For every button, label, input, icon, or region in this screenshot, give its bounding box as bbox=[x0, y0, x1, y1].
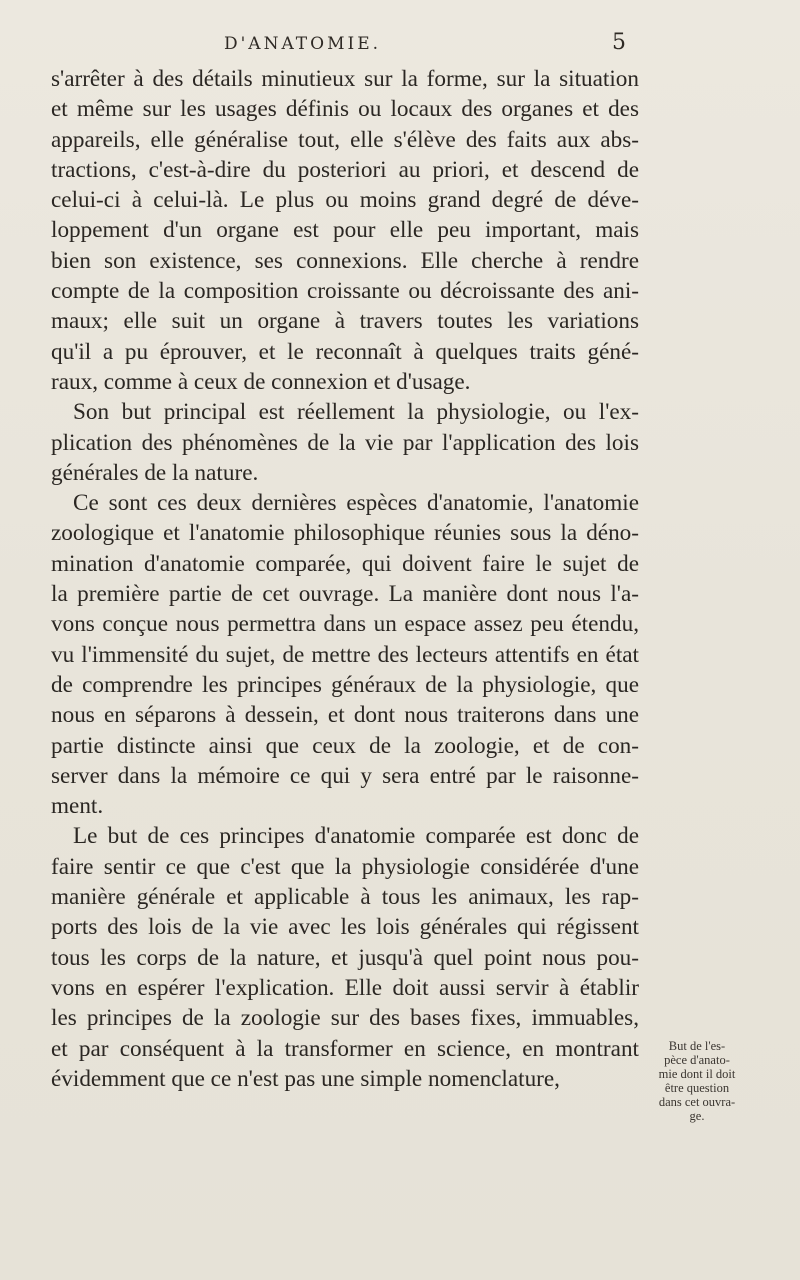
margin-note-line: ge. bbox=[689, 1109, 705, 1123]
text-line: s'arrêter à des détails minutieux sur la forme, sur la situation bbox=[51, 66, 639, 92]
text-line: et par conséquent à la transformer en science, en montrant bbox=[51, 1035, 639, 1062]
running-head bbox=[0, 30, 800, 60]
text-line: raux, comme à ceux de connexion et d'usage. bbox=[51, 368, 471, 395]
text-line: de comprendre les principes généraux de la physiologie, que bbox=[51, 671, 639, 698]
text-line: appareils, elle généralise tout, elle s'élève des faits aux abs- bbox=[51, 126, 639, 153]
text-line: bien son existence, ses connexions. Elle cherche à rendre bbox=[51, 247, 639, 274]
text-line: manière générale et applicable à tous les animaux, les rap- bbox=[51, 884, 639, 911]
text-line: vu l'immensité du sujet, de mettre des lecteurs attentifs en état bbox=[51, 641, 639, 668]
text-line: tractions, c'est-à-dire du posteriori au priori, et descend de bbox=[51, 156, 639, 183]
margin-note-line: mie dont il doit bbox=[658, 1067, 736, 1081]
text-line: vons conçue nous permettra dans un espace assez peu étendu, bbox=[51, 611, 639, 638]
text-line: Le but de ces principes d'anatomie comparée est donc de bbox=[73, 823, 639, 850]
body-text bbox=[51, 64, 639, 1094]
text-line: tous les corps de la nature, et jusqu'à quel point nous pou- bbox=[51, 944, 639, 971]
margin-note-line: être question bbox=[664, 1081, 730, 1095]
text-line: plication des phénomènes de la vie par l'application des lois bbox=[51, 429, 639, 456]
text-line: partie distincte ainsi que ceux de la zoologie, et de con- bbox=[51, 732, 639, 759]
text-line: ports des lois de la vie avec les lois générales qui régissent bbox=[51, 914, 639, 941]
text-line: loppement d'un organe est pour elle peu important, mais bbox=[51, 217, 639, 244]
running-title: D'ANATOMIE. bbox=[224, 34, 382, 54]
text-line: vons en espérer l'explication. Elle doit aussi servir à établir bbox=[51, 974, 639, 1001]
text-line: évidemment que ce n'est pas une simple nomenclature, bbox=[51, 1065, 560, 1092]
text-line: server dans la mémoire ce qui y sera entré par le raisonne- bbox=[51, 762, 639, 789]
text-line: Ce sont ces deux dernières espèces d'anatomie, l'anatomie bbox=[73, 490, 639, 517]
page-number: 5 bbox=[612, 30, 626, 55]
text-line: mination d'anatomie comparée, qui doivent faire le sujet de bbox=[51, 550, 639, 577]
text-line: faire sentir ce que c'est que la physiologie considérée d'une bbox=[51, 853, 639, 880]
text-line: et même sur les usages définis ou locaux des organes et des bbox=[51, 96, 639, 123]
text-line: zoologique et l'anatomie philosophique réunies sous la déno- bbox=[51, 520, 639, 547]
text-line: maux; elle suit un organe à travers toutes les variations bbox=[51, 308, 639, 335]
margin-note-line: pèce d'anato- bbox=[664, 1053, 730, 1067]
margin-note-line: dans cet ouvra- bbox=[658, 1095, 736, 1109]
text-line: celui-ci à celui-là. Le plus ou moins grand degré de déve- bbox=[51, 187, 639, 214]
margin-note bbox=[648, 1039, 746, 1123]
text-line: ment. bbox=[51, 793, 104, 820]
text-line: nous en séparons à dessein, et dont nous traiterons dans une bbox=[51, 702, 639, 729]
text-line: qu'il a pu éprouver, et le reconnaît à quelques traits géné- bbox=[51, 338, 639, 365]
text-line: la première partie de cet ouvrage. La manière dont nous l'a- bbox=[51, 581, 639, 608]
text-line: les principes de la zoologie sur des bases fixes, immuables, bbox=[51, 1005, 639, 1032]
text-line: Son but principal est réellement la physiologie, ou l'ex- bbox=[73, 399, 639, 426]
margin-note-line: But de l'es- bbox=[668, 1039, 726, 1053]
text-line: générales de la nature. bbox=[51, 459, 259, 486]
text-line: compte de la composition croissante ou décroissante des ani- bbox=[51, 278, 639, 305]
